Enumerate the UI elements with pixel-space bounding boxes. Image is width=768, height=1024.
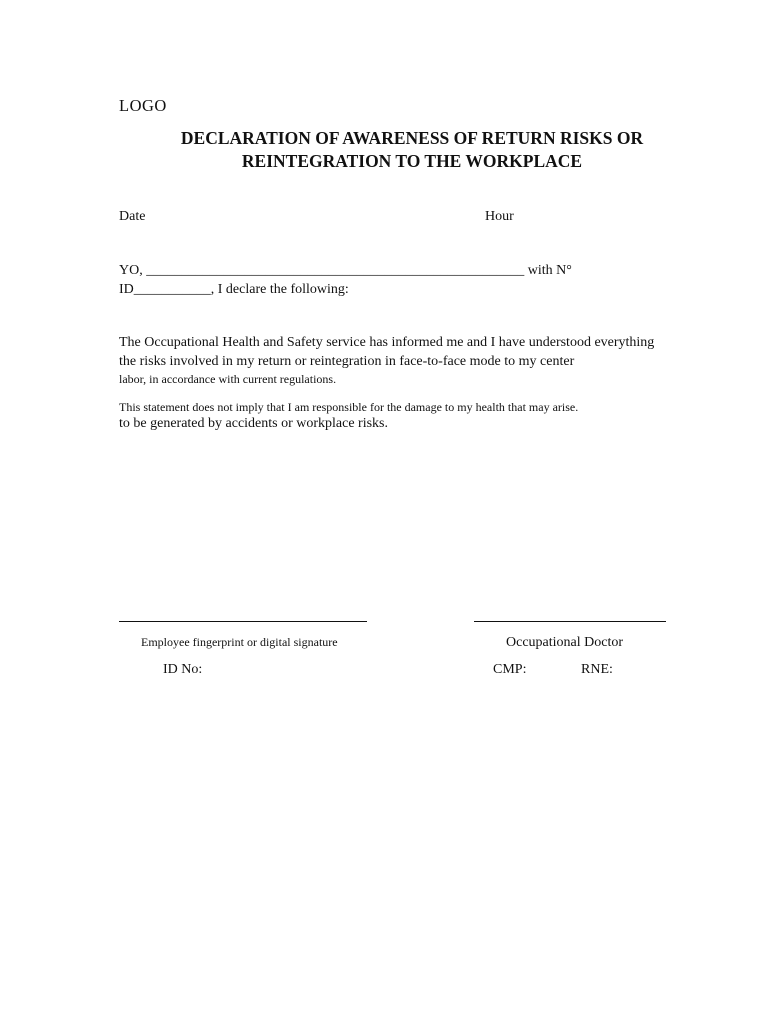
employee-signature-caption: Employee fingerprint or digital signature bbox=[141, 635, 338, 649]
declaration-name-line: YO, ______________________________________________________ with N° bbox=[119, 263, 572, 278]
doctor-signature-caption: Occupational Doctor bbox=[506, 635, 624, 650]
employee-id-label: ID No: bbox=[163, 662, 203, 677]
statement-paragraph-2-line-1: This statement does not imply that I am responsible for the damage to my health that may arise. bbox=[119, 400, 579, 414]
logo-placeholder: LOGO bbox=[119, 96, 167, 115]
doctor-rne-label: RNE: bbox=[581, 662, 613, 677]
statement-paragraph-1-line-1: The Occupational Health and Safety service has informed me and I have understood everything bbox=[119, 335, 655, 350]
statement-paragraph-1-line-2: the risks involved in my return or reintegration in face-to-face mode to my center bbox=[119, 354, 575, 369]
date-label: Date bbox=[119, 209, 146, 224]
doctor-signature-line bbox=[474, 621, 666, 622]
hour-label: Hour bbox=[485, 209, 514, 224]
doctor-cmp-label: CMP: bbox=[493, 662, 527, 677]
document-title-line-1: DECLARATION OF AWARENESS OF RETURN RISKS OR bbox=[180, 128, 644, 148]
statement-paragraph-1-line-3: labor, in accordance with current regulations. bbox=[119, 372, 337, 386]
declaration-id-line: ID___________, I declare the following: bbox=[119, 282, 349, 297]
employee-signature-line bbox=[119, 621, 367, 622]
document-title-line-2: REINTEGRATION TO THE WORKPLACE bbox=[241, 151, 583, 171]
statement-paragraph-2-line-2: to be generated by accidents or workplace risks. bbox=[119, 416, 389, 431]
